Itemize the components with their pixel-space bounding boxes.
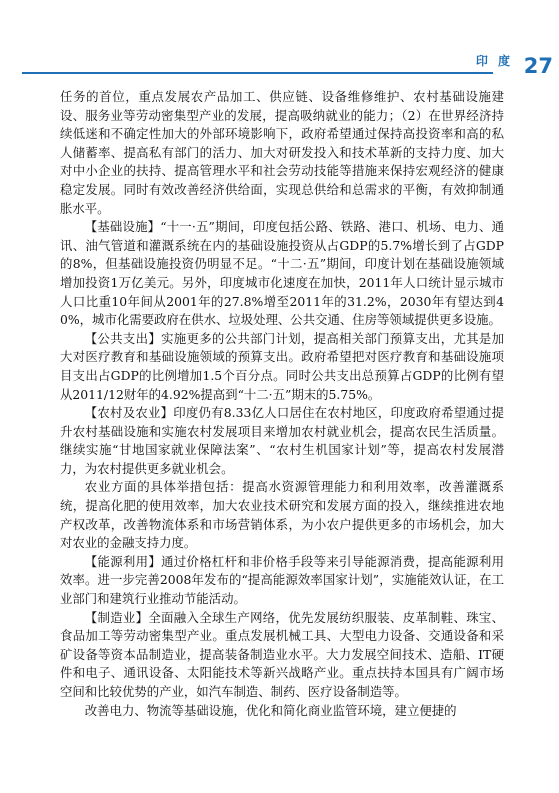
paragraph-text: 全面融入全球生产网络，优先发展纺织服装、皮革制鞋、珠宝、食品加工等劳动密集型产业。重点发展机械工具、大型电力设备、交通设备和采矿设备等资本品制造业，提高装备制造业水平。大力发展空间技术、造船、IT硬件和电子、通讯设备、太阳能技术等新兴战略产业。重点扶持本国具有广阔市场空间和比较优势的产业，如汽车制造、制药、医疗设备制造等。 (60, 609, 505, 699)
paragraph-energy-use (60, 553, 504, 609)
paragraph-infrastructure (60, 218, 504, 330)
paragraph-text: 印度仍有8.33亿人口居住在农村地区，印度政府希望通过提升农村基础设施和实施农村发展项目来增加农村就业机会，提高农民生活质量。继续实施“甘地国家就业保障法案”、“农村生机国家计划”等，提高农村发展潜力，为农村提供更多就业机会。 (60, 405, 505, 476)
section-label-rural-agriculture: 【农村及农业】 (84, 405, 174, 421)
page-number: 27 (523, 54, 553, 78)
paragraph-text: 实施更多的公共部门计划，提高相关部门预算支出，尤其是加大对医疗教育和基础设施领域的预算支出。政府希望把对医疗教育和基础设施项目支出占GDP的比例增加1.5个百分点。同时公共支出总预算占GDP的比例有望从2011/12财年的4.92%提高到“十二·五”期末的5.75%。 (60, 330, 505, 402)
paragraph-text: 农业方面的具体举措包括：提高水资源管理能力和利用效率，改善灌溉系统，提高化肥的使用效率，加大农业技术研究和发展方面的投入，继续推进农地产权改革，改善物流体系和市场营销体系，为小农户提供更多的市场机会，加大对农业的金融支持力度。 (60, 479, 504, 551)
body-text (60, 88, 504, 720)
paragraph-text: 通过价格杠杆和非价格手段等来引导能源消费，提高能源利用效率。进一步完善2008年发布的“提高能源效率国家计划”，实施能效认证，在工业部门和建筑行业推动节能活动。 (60, 553, 505, 607)
section-label-energy-use: 【能源利用】 (84, 553, 162, 569)
paragraph-public-spending (60, 330, 504, 404)
section-label-infrastructure: 【基础设施】 (84, 219, 161, 235)
section-label-public-spending: 【公共支出】 (84, 330, 162, 346)
paragraph-text: 改善电力、物流等基础设施，优化和简化商业监管环境，建立便捷的 (84, 702, 457, 718)
country-tag: 印 度 (475, 54, 513, 68)
paragraph-rural-agriculture (60, 404, 504, 478)
paragraph-text: 任务的首位，重点发展农产品加工、供应链、设备维修维护、农村基础设施建设、服务业等劳动密集型产业的发展，提高吸纳就业的能力；（2）在世界经济持续低迷和不确定性加大的外部环境影响下，政府希望通过保持高投资率和高的私人储蓄率、提高私有部门的活力、加大对研发投入和技术革新的支持力度、加大对中小企业的扶持、提高管理水平和社会劳动技能等措施来保持宏观经济的健康稳定发展。同时有效改善经济供给面，实现总供给和总需求的平衡，有效抑制通胀水平。 (60, 89, 504, 216)
paragraph-policy-continued (60, 88, 504, 218)
paragraph-manufacturing (60, 609, 504, 702)
section-label-manufacturing: 【制造业】 (84, 609, 149, 625)
page-header (0, 52, 559, 92)
paragraph-agriculture-measures (60, 478, 504, 552)
paragraph-business-environment (60, 702, 504, 721)
paragraph-text: “十一·五”期间，印度包括公路、铁路、港口、机场、电力、通讯、油气管道和灌溉系统在内的基础设施投资从占GDP的5.7%增长到了占GDP的8%，但基础设施投资仍明显不足。“十二·五”期间，印度计划在基础设施领域增加投资1万亿美元。另外，印度城市化速度在加快，2011年人口统计显示城市人口比重10年间从2001年的27.8%增至2011年的31.2%，2030年有望达到40%，城市化需要政府在供水、垃圾处理、公共交通、住房等领域提供更多设施。 (60, 219, 505, 328)
header-rule (22, 72, 493, 74)
